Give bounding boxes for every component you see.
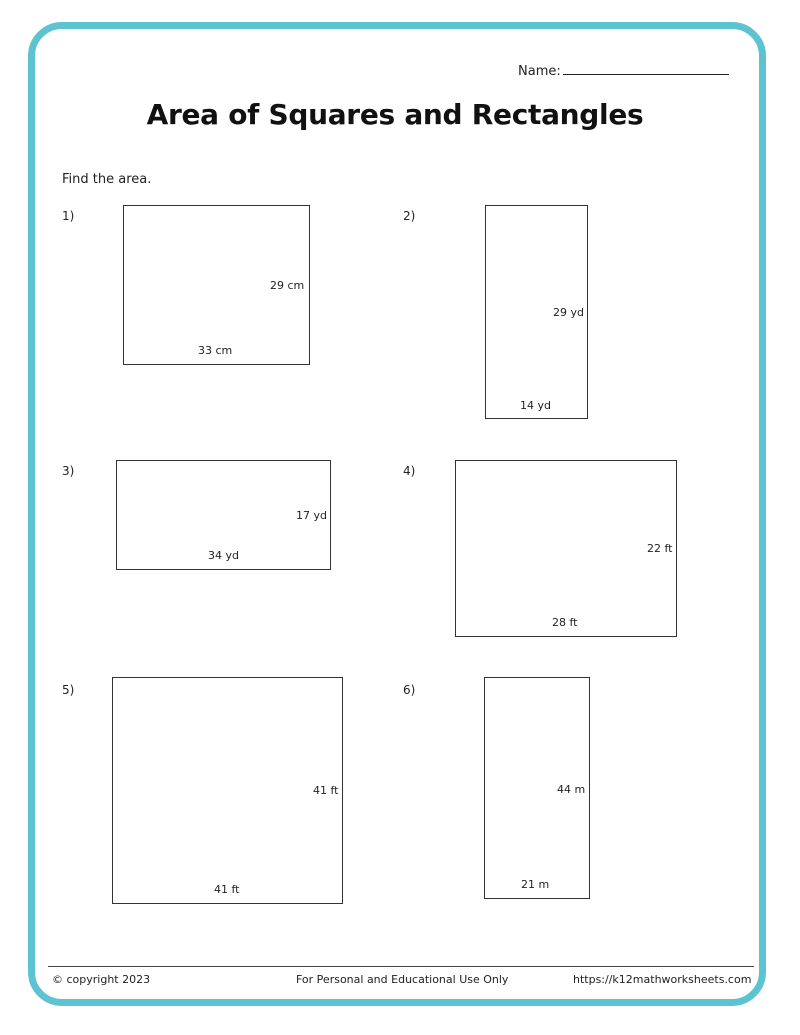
problem-1-number: 1) <box>62 209 75 223</box>
problem-1-height-label: 29 cm <box>270 279 305 292</box>
footer-copyright: © copyright 2023 <box>52 973 151 986</box>
problem-4-rectangle <box>455 460 677 637</box>
problem-6-width-label: 21 m <box>521 878 550 891</box>
problem-2-number: 2) <box>403 209 416 223</box>
name-field <box>518 62 729 79</box>
footer-usage-note: For Personal and Educational Use Only <box>296 973 509 986</box>
problem-3-height-label: 17 yd <box>296 509 327 522</box>
problem-4-height-label: 22 ft <box>647 542 673 555</box>
problem-1-width-label: 33 cm <box>198 344 233 357</box>
name-blank-line <box>563 62 729 75</box>
problem-3-width-label: 34 yd <box>208 549 239 562</box>
problem-5-width-label: 41 ft <box>214 883 240 896</box>
footer-divider <box>48 966 754 967</box>
problem-5-number: 5) <box>62 683 75 697</box>
problem-5-height-label: 41 ft <box>313 784 339 797</box>
problem-6-number: 6) <box>403 683 416 697</box>
name-label: Name: <box>518 64 561 79</box>
problem-4-width-label: 28 ft <box>552 616 578 629</box>
problem-5-rectangle <box>112 677 343 904</box>
problem-3-number: 3) <box>62 464 75 478</box>
problem-4-number: 4) <box>403 464 416 478</box>
problem-6-height-label: 44 m <box>557 783 586 796</box>
worksheet-title: Area of Squares and Rectangles <box>146 98 644 131</box>
problem-2-width-label: 14 yd <box>520 399 551 412</box>
problem-2-height-label: 29 yd <box>553 306 584 319</box>
instructions: Find the area. <box>62 172 152 187</box>
footer-url: https://k12mathworksheets.com <box>573 973 752 986</box>
